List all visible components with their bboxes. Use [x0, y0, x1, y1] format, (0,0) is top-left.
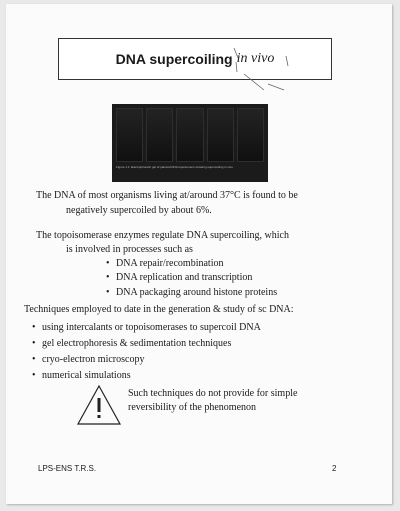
- page-number: 2: [332, 464, 337, 473]
- technique-bullet: • gel electrophoresis & sedimentation techniques: [32, 338, 232, 349]
- warning-text-1: Such techniques do not provide for simple: [128, 388, 298, 399]
- gel-electrophoresis-figure: [112, 104, 268, 182]
- footer-author: LPS-ENS T.R.S.: [38, 464, 97, 473]
- text-line-3: The topoisomerase enzymes regulate DNA supercoiling, which: [36, 230, 289, 241]
- gel-lane: [176, 108, 203, 162]
- pen-marks: [224, 44, 296, 104]
- warning-text-2: reversibility of the phenomenon: [128, 402, 257, 413]
- process-bullet: • DNA replication and transcription: [106, 272, 253, 283]
- text-line-5: Techniques employed to date in the generation & study of sc DNA:: [24, 304, 294, 315]
- gel-lane: [146, 108, 173, 162]
- warning-icon: [76, 384, 122, 426]
- gel-lane: [237, 108, 264, 162]
- gel-lane: [116, 108, 143, 162]
- technique-bullet: • numerical simulations: [32, 370, 131, 381]
- technique-bullet: • using intercalants or topoisomerases to supercoil DNA: [32, 322, 261, 333]
- text-line-1: The DNA of most organisms living at/around 37°C is found to be: [36, 190, 298, 201]
- process-bullet: • DNA packaging around histone proteins: [106, 287, 278, 298]
- slide-title-italic: in vivo: [236, 51, 275, 66]
- process-bullet: • DNA repair/recombination: [106, 258, 224, 269]
- figure-caption: Figure 1.1: Electrophoretic gel of plasmid DNA topoisomers showing supercoiling in vivo.: [116, 165, 234, 169]
- slide-page: [6, 4, 392, 504]
- technique-bullet: • cryo-electron microscopy: [32, 354, 145, 365]
- text-line-4: is involved in processes such as: [66, 244, 193, 255]
- slide-title: DNA supercoiling: [115, 51, 233, 67]
- gel-lane: [207, 108, 234, 162]
- text-line-2: negatively supercoiled by about 6%.: [66, 205, 212, 216]
